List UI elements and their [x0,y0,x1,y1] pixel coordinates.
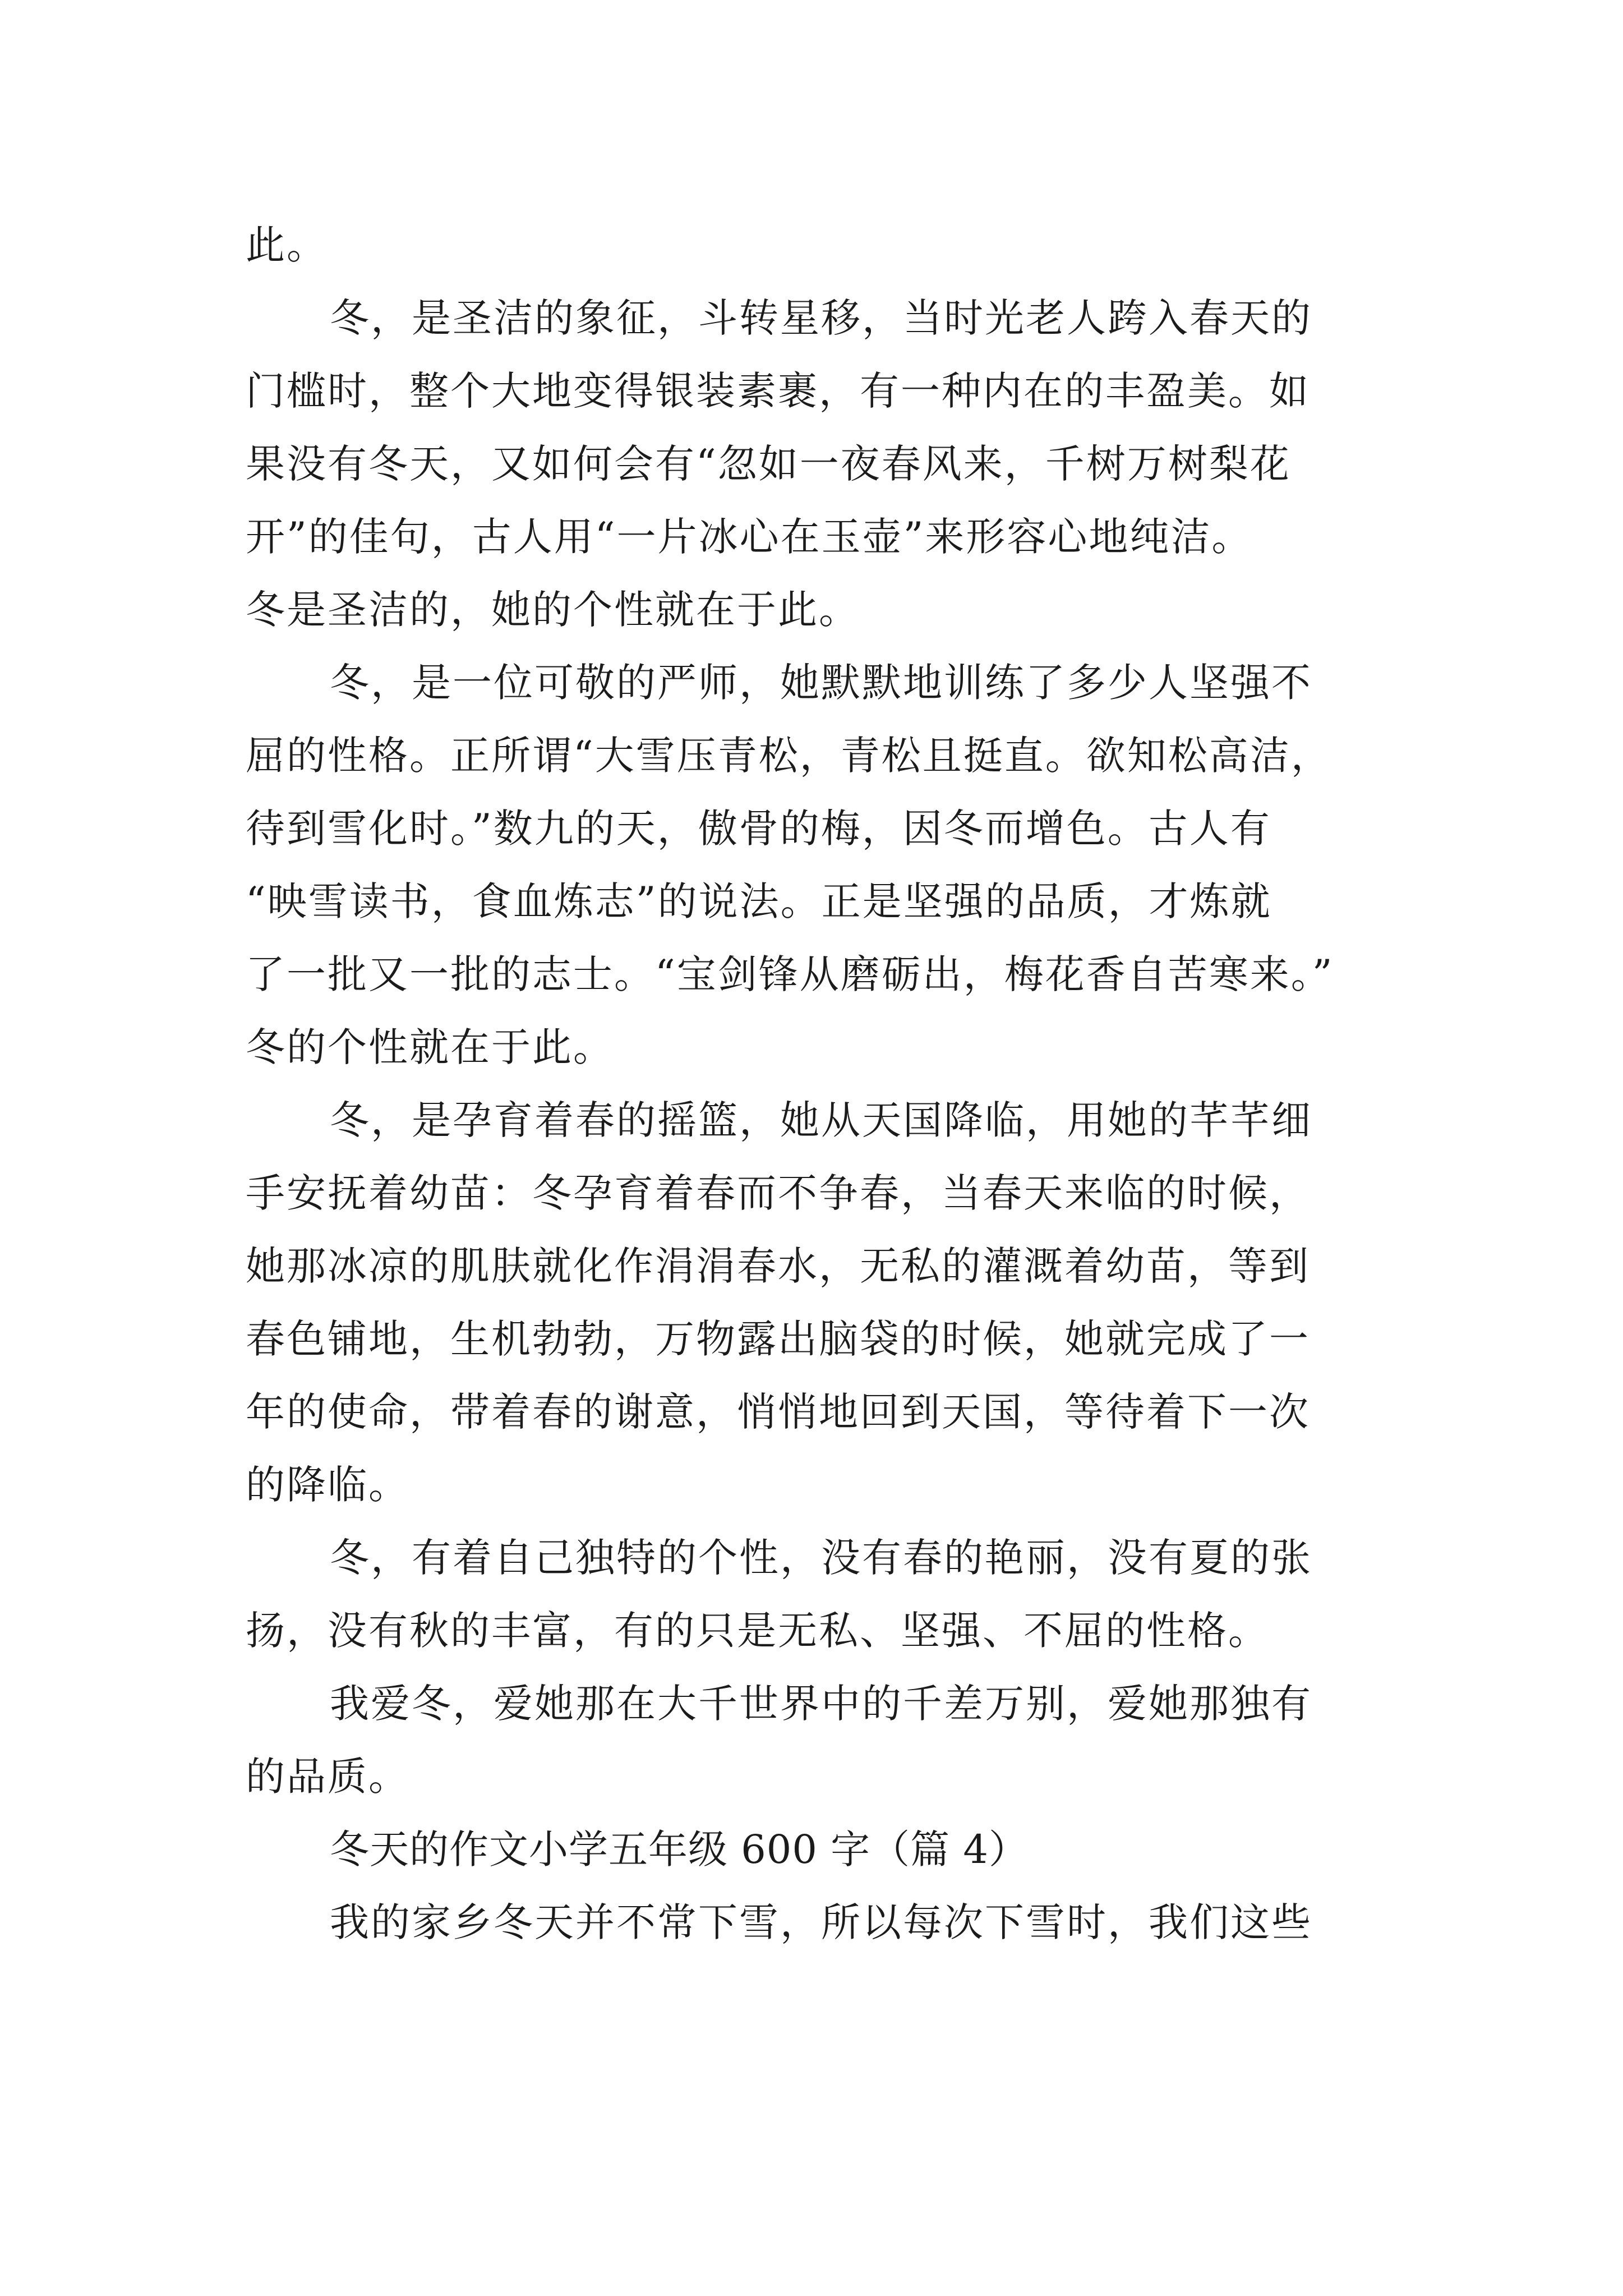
text-line: 的降临。 [246,1462,409,1508]
text-line: 春色铺地，生机勃勃，万物露出脑袋的时候，她就完成了一 [246,1316,1310,1362]
text-line: 门槛时，整个大地变得银装素裹，有一种内在的丰盈美。如 [246,368,1310,414]
text-line: 冬是圣洁的，她的个性就在于此。 [246,587,860,633]
text-line: 她那冰凉的肌肤就化作涓涓春水，无私的灌溉着幼苗，等到 [246,1243,1310,1289]
text-line: “映雪读书，食血炼志”的说法。正是坚强的品质，才炼就 [246,878,1272,924]
body-text [246,209,1384,1959]
text-line: 待到雪化时。”数九的天，傲骨的梅，因冬而增色。古人有 [246,806,1271,852]
paragraph-start-line: 冬，有着自己独特的个性，没有春的艳丽，没有夏的张 [330,1535,1312,1581]
text-line: 此。 [246,222,328,268]
text-line: 开”的佳句，古人用“一片冰心在玉壶”来形容心地纯洁。 [246,514,1253,560]
paragraph-start-line: 我的家乡冬天并不常下雪，所以每次下雪时，我们这些 [330,1899,1312,1945]
paragraph-start-line: 冬，是圣洁的象征，斗转星移，当时光老人跨入春天的 [330,295,1312,341]
section-heading: 冬天的作文小学五年级 600 字（篇 4） [330,1826,1029,1872]
text-line: 的品质。 [246,1754,409,1800]
paragraph-start-line: 冬，是一位可敬的严师，她默默地训练了多少人坚强不 [330,660,1312,706]
text-line: 了一批又一批的志士。“宝剑锋从磨砺出，梅花香自苦寒来。” [246,951,1334,997]
text-line: 手安抚着幼苗：冬孕育着春而不争春，当春天来临的时候， [246,1170,1310,1216]
text-line: 年的使命，带着春的谢意，悄悄地回到天国，等待着下一次 [246,1389,1310,1435]
paragraph-start-line: 我爱冬，爱她那在大千世界中的千差万别，爱她那独有 [330,1681,1312,1727]
text-line: 扬，没有秋的丰富，有的只是无私、坚强、不屈的性格。 [246,1608,1269,1654]
text-line: 果没有冬天，又如何会有“忽如一夜春风来，千树万树梨花 [246,441,1291,487]
paragraph-start-line: 冬，是孕育着春的摇篮，她从天国降临，用她的芊芊细 [330,1097,1312,1143]
text-line: 屈的性格。正所谓“大雪压青松，青松且挺直。欲知松高洁， [246,733,1332,779]
text-line: 冬的个性就在于此。 [246,1024,614,1070]
